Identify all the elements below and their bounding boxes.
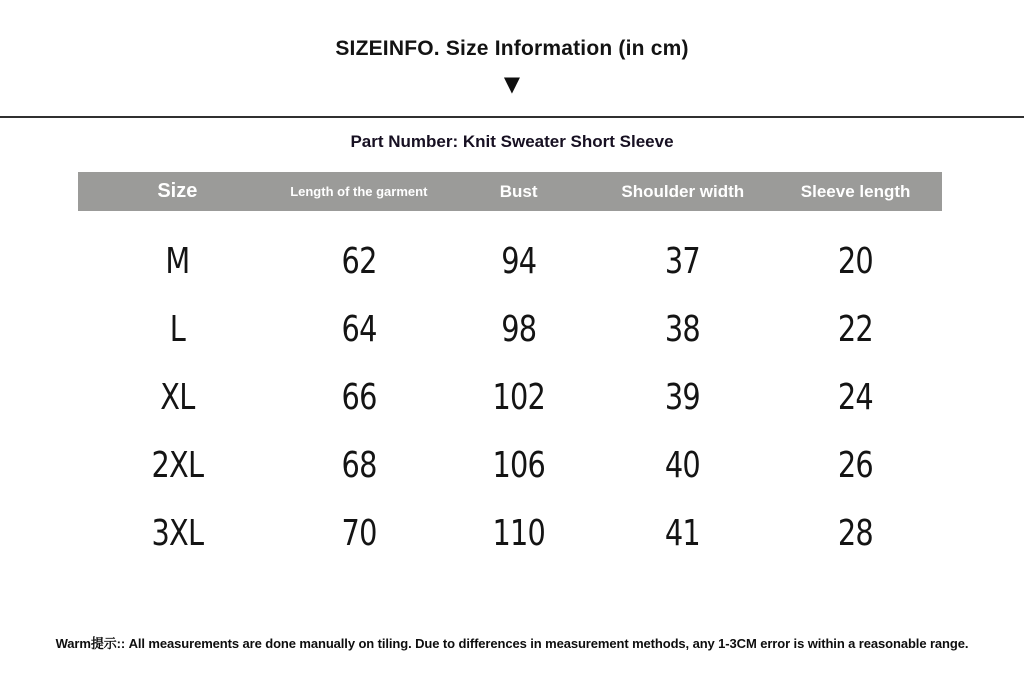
divider-line — [0, 116, 1024, 118]
shoulder-cell: 39 — [665, 376, 701, 418]
sleeve-cell: 28 — [838, 512, 874, 554]
page-title: SIZEINFO. Size Information (in cm) — [335, 37, 689, 60]
table-row-xl — [78, 363, 942, 431]
measurement-note: Warm提示:: All measurements are done manually on tiling. Due to differences in measurement methods, any 1-3CM error is within a reasonable range. — [55, 636, 969, 651]
header-cell-size: Size — [157, 180, 198, 202]
length-cell: 68 — [341, 444, 377, 486]
table-row-3xl — [78, 499, 942, 567]
header-cell-shoulder: Shoulder width — [621, 181, 745, 201]
bust-cell: 102 — [492, 376, 545, 418]
sleeve-cell: 26 — [838, 444, 874, 486]
length-cell: 64 — [341, 308, 377, 350]
table-body — [78, 227, 942, 567]
table-row-l — [78, 295, 942, 363]
shoulder-cell: 40 — [665, 444, 701, 486]
header-cell-sleeve: Sleeve length — [800, 181, 911, 201]
sleeve-cell: 22 — [838, 308, 874, 350]
length-cell: 62 — [341, 240, 377, 282]
size-cell: XL — [160, 376, 195, 418]
down-triangle-icon: ▼ — [503, 72, 521, 96]
bust-cell: 94 — [501, 240, 537, 282]
sleeve-cell: 24 — [838, 376, 874, 418]
shoulder-cell: 38 — [665, 308, 701, 350]
length-cell: 70 — [341, 512, 377, 554]
table-header-row — [78, 172, 942, 211]
shoulder-cell: 37 — [665, 240, 701, 282]
table-row-m — [78, 227, 942, 295]
header-cell-length: Length of the garment — [290, 184, 428, 199]
size-cell: 3XL — [151, 512, 204, 554]
size-cell: M — [165, 240, 190, 282]
shoulder-cell: 41 — [665, 512, 701, 554]
header-cell-bust: Bust — [499, 181, 538, 201]
size-cell: L — [169, 308, 185, 350]
length-cell: 66 — [341, 376, 377, 418]
size-table — [78, 172, 942, 567]
bust-cell: 110 — [492, 512, 545, 554]
size-cell: 2XL — [151, 444, 204, 486]
sleeve-cell: 20 — [838, 240, 874, 282]
part-number-title: Part Number: Knit Sweater Short Sleeve — [350, 132, 674, 151]
bust-cell: 106 — [492, 444, 545, 486]
bust-cell: 98 — [501, 308, 537, 350]
table-row-2xl — [78, 431, 942, 499]
